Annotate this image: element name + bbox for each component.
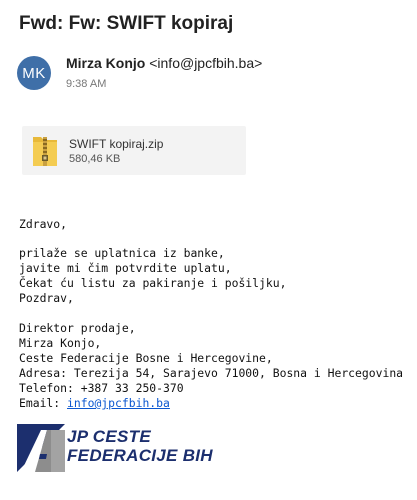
body-line: javite mi čim potvrdite uplatu, (19, 261, 232, 275)
signature-line: Adresa: Terezija 54, Sarajevo 71000, Bosna i Hercegovina (19, 366, 404, 380)
logo-text-line1: JP CESTE (67, 427, 151, 446)
road-logo-icon (17, 424, 65, 472)
attachment-filename: SWIFT kopiraj.zip (69, 137, 164, 151)
sender[interactable] (66, 55, 262, 71)
signature-line: Ceste Federacije Bosne i Hercegovine, (19, 351, 273, 365)
logo-text-line2: FEDERACIJE BIH (67, 446, 213, 465)
signature-line: Direktor prodaje, (19, 321, 136, 335)
avatar: MK (17, 56, 51, 90)
sender-email: <info@jpcfbih.ba> (149, 55, 263, 71)
body-line: prilaže se uplatnica iz banke, (19, 246, 225, 260)
email-subject: Fwd: Fw: SWIFT kopiraj (19, 13, 234, 34)
email-label: Email: (19, 396, 68, 410)
greeting: Zdravo, (19, 217, 68, 231)
attachment-card[interactable] (22, 126, 246, 175)
company-logo (17, 424, 213, 472)
email-body (19, 217, 403, 411)
attachment-size: 580,46 KB (69, 153, 121, 165)
signature-email-line (19, 396, 403, 411)
signature-line: Telefon: +387 33 250-370 (19, 381, 184, 395)
email-link[interactable]: info@jpcfbih.ba (67, 396, 170, 410)
signature-line: Mirza Konjo, (19, 336, 102, 350)
sender-name: Mirza Konjo (66, 55, 146, 71)
body-line: Čekat ću listu za pakiranje i pošiljku, (19, 276, 287, 290)
zip-folder-icon (32, 134, 58, 167)
body-line: Pozdrav, (19, 291, 74, 305)
timestamp: 9:38 AM (66, 78, 107, 90)
